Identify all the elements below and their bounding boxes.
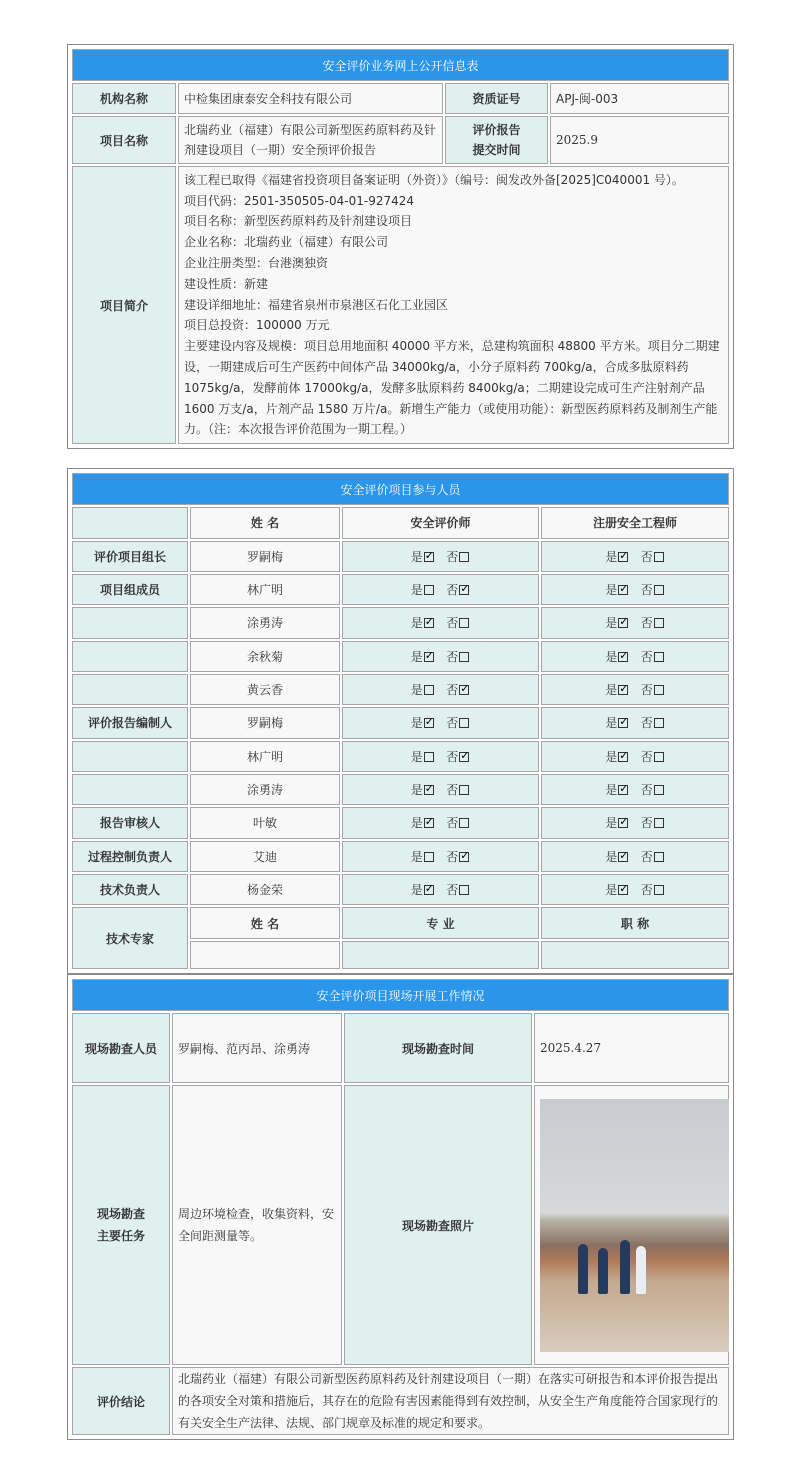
yes-label: 是	[605, 816, 618, 831]
yes-label: 是	[410, 849, 423, 864]
name-cell: 涂勇涛	[190, 774, 340, 805]
photo-cell	[534, 1085, 729, 1365]
evaluator-cell	[342, 874, 539, 905]
no-checkbox[interactable]	[654, 785, 664, 795]
yes-checkbox[interactable]	[424, 585, 434, 595]
project-value: 北瑞药业（福建）有限公司新型医药原料药及针剂建设项目（一期）安全预评价报告	[178, 116, 443, 164]
yes-checkbox[interactable]	[424, 885, 434, 895]
yes-checkbox[interactable]	[424, 618, 434, 628]
name-cell: 杨金荣	[190, 874, 340, 905]
yes-checkbox[interactable]	[424, 752, 434, 762]
evaluator-cell	[342, 541, 539, 572]
no-label: 否	[640, 716, 653, 731]
engineer-cell	[541, 674, 729, 705]
no-label: 否	[446, 783, 459, 798]
yes-label: 是	[410, 783, 423, 798]
personnel-table	[67, 468, 734, 974]
name-cell: 余秋菊	[190, 641, 340, 672]
role-cell: 技术负责人	[72, 874, 188, 905]
yes-label: 是	[410, 649, 423, 664]
yes-checkbox[interactable]	[618, 718, 628, 728]
task-label-line1: 现场勘查	[96, 1207, 145, 1221]
person-figure	[578, 1244, 588, 1294]
yes-label: 是	[410, 549, 423, 564]
name-cell: 林广明	[190, 741, 340, 772]
yes-checkbox[interactable]	[618, 652, 628, 662]
personnel-title: 安全评价项目参与人员	[72, 473, 729, 505]
yes-checkbox[interactable]	[424, 818, 434, 828]
personnel-row	[72, 741, 729, 772]
no-checkbox[interactable]	[654, 585, 664, 595]
engineer-cell	[541, 841, 729, 872]
no-label: 否	[446, 816, 459, 831]
expert-title-header: 职 称	[541, 907, 729, 938]
yes-label: 是	[605, 649, 618, 664]
task-label	[72, 1085, 170, 1365]
conclusion-label: 评价结论	[72, 1367, 170, 1435]
no-checkbox[interactable]	[654, 752, 664, 762]
name-cell: 罗嗣梅	[190, 541, 340, 572]
yes-checkbox[interactable]	[618, 585, 628, 595]
personnel-row	[72, 874, 729, 905]
yes-label: 是	[605, 783, 618, 798]
task-value: 周边环境检查，收集资料，安全间距测量等。	[172, 1085, 342, 1365]
yes-label: 是	[605, 749, 618, 764]
no-label: 否	[446, 583, 459, 598]
no-label: 否	[446, 749, 459, 764]
survey-time-value: 2025.4.27	[534, 1013, 729, 1083]
no-checkbox[interactable]	[459, 718, 469, 728]
no-checkbox[interactable]	[654, 852, 664, 862]
public-info-title: 安全评价业务网上公开信息表	[72, 49, 729, 81]
role-cell	[72, 641, 188, 672]
expert-major-cell	[342, 941, 539, 969]
evaluator-cell	[342, 741, 539, 772]
cert-value: APJ-闽-003	[550, 83, 729, 114]
survey-staff-value: 罗嗣梅、范丙昂、涂勇涛	[172, 1013, 342, 1083]
yes-label: 是	[410, 883, 423, 898]
survey-staff-label: 现场勘查人员	[72, 1013, 170, 1083]
no-checkbox[interactable]	[459, 652, 469, 662]
engineer-cell	[541, 607, 729, 638]
no-label: 否	[640, 583, 653, 598]
engineer-cell	[541, 874, 729, 905]
yes-label: 是	[410, 583, 423, 598]
engineer-header: 注册安全工程师	[541, 507, 729, 538]
submit-label-line2: 提交时间	[472, 143, 521, 157]
intro-line: 建设详细地址：福建省泉州市泉港区石化工业园区	[184, 297, 449, 312]
expert-name-cell	[190, 941, 340, 969]
intro-value	[178, 166, 729, 444]
no-label: 否	[640, 616, 653, 631]
evaluator-cell	[342, 607, 539, 638]
yes-checkbox[interactable]	[618, 852, 628, 862]
personnel-row	[72, 674, 729, 705]
personnel-row	[72, 641, 729, 672]
yes-checkbox[interactable]	[424, 852, 434, 862]
no-label: 否	[640, 783, 653, 798]
role-cell: 评价项目组长	[72, 541, 188, 572]
yes-label: 是	[410, 749, 423, 764]
evaluator-header: 安全评价师	[342, 507, 539, 538]
no-checkbox[interactable]	[654, 885, 664, 895]
yes-label: 是	[605, 849, 618, 864]
name-cell: 艾迪	[190, 841, 340, 872]
yes-checkbox[interactable]	[618, 552, 628, 562]
yes-label: 是	[605, 583, 618, 598]
intro-line: 主要建设内容及规模：项目总用地面积 40000 平方米，总建构筑面积 48800 平方米。项目分二期建设，一期建成后可生产医药中间体产品 34000kg/a，小分子原料药 700kg/a，合成多肽原料药 1075kg/a，发酵前体 17000kg/a，发酵多肽原料药 8400kg/a；二期建设完成可生产注射剂产品 1600 万支/a，片剂产品 1580 万片/a。新增生产能力（或使用功能）：新型医药原料药及制剂生产能力。（注：本次报告评价范围为一期工程。）	[184, 339, 720, 437]
role-cell: 项目组成员	[72, 574, 188, 605]
submit-label-line1: 评价报告	[472, 123, 521, 137]
name-cell: 罗嗣梅	[190, 707, 340, 738]
yes-label: 是	[410, 716, 423, 731]
role-header	[72, 507, 188, 538]
no-label: 否	[446, 716, 459, 731]
expert-label: 技术专家	[72, 907, 188, 969]
no-label: 否	[640, 749, 653, 764]
role-cell	[72, 774, 188, 805]
no-label: 否	[446, 849, 459, 864]
personnel-row	[72, 707, 729, 738]
no-checkbox[interactable]	[654, 818, 664, 828]
personnel-row	[72, 541, 729, 572]
yes-label: 是	[410, 616, 423, 631]
intro-line: 项目代码：2501-350505-04-01-927424	[184, 193, 415, 208]
expert-major-header: 专 业	[342, 907, 539, 938]
name-cell: 涂勇涛	[190, 607, 340, 638]
no-checkbox[interactable]	[654, 618, 664, 628]
expert-title-cell	[541, 941, 729, 969]
submit-time-value: 2025.9	[550, 116, 729, 164]
evaluator-cell	[342, 807, 539, 838]
engineer-cell	[541, 541, 729, 572]
no-checkbox[interactable]	[654, 718, 664, 728]
role-cell	[72, 674, 188, 705]
expert-name-header: 姓 名	[190, 907, 340, 938]
yes-label: 是	[605, 549, 618, 564]
no-checkbox[interactable]	[654, 552, 664, 562]
conclusion-value: 北瑞药业（福建）有限公司新型医药原料药及针剂建设项目（一期）在落实可研报告和本评价报告提出的各项安全对策和措施后，其存在的危险有害因素能得到有效控制，从安全生产角度能符合国家现行的有关安全生产法律、法规、部门规章及标准的规定和要求。	[172, 1367, 729, 1435]
cert-label: 资质证号	[445, 83, 548, 114]
personnel-row	[72, 774, 729, 805]
public-info-table	[67, 44, 734, 449]
yes-label: 是	[605, 683, 618, 698]
evaluator-cell	[342, 574, 539, 605]
evaluator-cell	[342, 841, 539, 872]
site-work-table	[67, 974, 734, 1440]
engineer-cell	[541, 641, 729, 672]
site-work-title: 安全评价项目现场开展工作情况	[72, 979, 729, 1011]
org-label: 机构名称	[72, 83, 176, 114]
role-cell	[72, 741, 188, 772]
intro-line: 建设性质：新建	[184, 276, 269, 291]
yes-checkbox[interactable]	[424, 785, 434, 795]
intro-line: 企业名称：北瑞药业（福建）有限公司	[184, 235, 389, 250]
personnel-row	[72, 841, 729, 872]
yes-checkbox[interactable]	[618, 885, 628, 895]
intro-line: 项目名称：新型医药原料药及针剂建设项目	[184, 214, 413, 229]
evaluator-cell	[342, 707, 539, 738]
person-figure	[620, 1240, 630, 1294]
intro-line: 项目总投资：100000 万元	[184, 318, 330, 333]
role-cell: 报告审核人	[72, 807, 188, 838]
no-checkbox[interactable]	[459, 818, 469, 828]
role-cell: 过程控制负责人	[72, 841, 188, 872]
no-label: 否	[640, 883, 653, 898]
no-label: 否	[446, 683, 459, 698]
no-label: 否	[640, 549, 653, 564]
yes-checkbox[interactable]	[424, 652, 434, 662]
intro-line: 企业注册类型：台港澳独资	[184, 256, 329, 270]
role-cell	[72, 607, 188, 638]
yes-label: 是	[410, 816, 423, 831]
no-checkbox[interactable]	[654, 652, 664, 662]
evaluator-cell	[342, 674, 539, 705]
no-label: 否	[446, 883, 459, 898]
person-figure	[636, 1246, 646, 1294]
evaluator-cell	[342, 641, 539, 672]
yes-checkbox[interactable]	[424, 685, 434, 695]
survey-time-label: 现场勘查时间	[344, 1013, 532, 1083]
yes-checkbox[interactable]	[618, 618, 628, 628]
person-figure	[598, 1248, 608, 1294]
name-header: 姓 名	[190, 507, 340, 538]
no-checkbox[interactable]	[459, 852, 469, 862]
submit-time-label	[445, 116, 548, 164]
engineer-cell	[541, 707, 729, 738]
no-checkbox[interactable]	[459, 785, 469, 795]
no-label: 否	[446, 616, 459, 631]
no-label: 否	[640, 849, 653, 864]
engineer-cell	[541, 741, 729, 772]
yes-checkbox[interactable]	[424, 552, 434, 562]
no-checkbox[interactable]	[459, 685, 469, 695]
personnel-row	[72, 574, 729, 605]
photo-label: 现场勘查照片	[344, 1085, 532, 1365]
no-checkbox[interactable]	[459, 585, 469, 595]
yes-checkbox[interactable]	[618, 818, 628, 828]
personnel-row	[72, 607, 729, 638]
no-checkbox[interactable]	[459, 618, 469, 628]
task-label-line2: 主要任务	[96, 1229, 145, 1243]
yes-label: 是	[605, 616, 618, 631]
no-checkbox[interactable]	[459, 552, 469, 562]
yes-checkbox[interactable]	[618, 752, 628, 762]
org-value: 中检集团康泰安全科技有限公司	[178, 83, 443, 114]
yes-label: 是	[410, 683, 423, 698]
yes-label: 是	[605, 716, 618, 731]
yes-checkbox[interactable]	[618, 785, 628, 795]
no-label: 否	[640, 683, 653, 698]
yes-checkbox[interactable]	[618, 685, 628, 695]
no-label: 否	[640, 816, 653, 831]
yes-checkbox[interactable]	[424, 718, 434, 728]
no-label: 否	[640, 649, 653, 664]
no-label: 否	[446, 649, 459, 664]
yes-label: 是	[605, 883, 618, 898]
no-checkbox[interactable]	[654, 685, 664, 695]
no-checkbox[interactable]	[459, 752, 469, 762]
name-cell: 黄云香	[190, 674, 340, 705]
name-cell: 叶敏	[190, 807, 340, 838]
no-checkbox[interactable]	[459, 885, 469, 895]
project-label: 项目名称	[72, 116, 176, 164]
no-label: 否	[446, 549, 459, 564]
engineer-cell	[541, 807, 729, 838]
intro-line: 该工程已取得《福建省投资项目备案证明（外资）》（编号：闽发改外备[2025]C040001 号）。	[184, 172, 684, 187]
evaluator-cell	[342, 774, 539, 805]
site-photo	[540, 1099, 729, 1352]
role-cell: 评价报告编制人	[72, 707, 188, 738]
intro-label: 项目简介	[72, 166, 176, 444]
engineer-cell	[541, 574, 729, 605]
engineer-cell	[541, 774, 729, 805]
name-cell: 林广明	[190, 574, 340, 605]
personnel-row	[72, 807, 729, 838]
